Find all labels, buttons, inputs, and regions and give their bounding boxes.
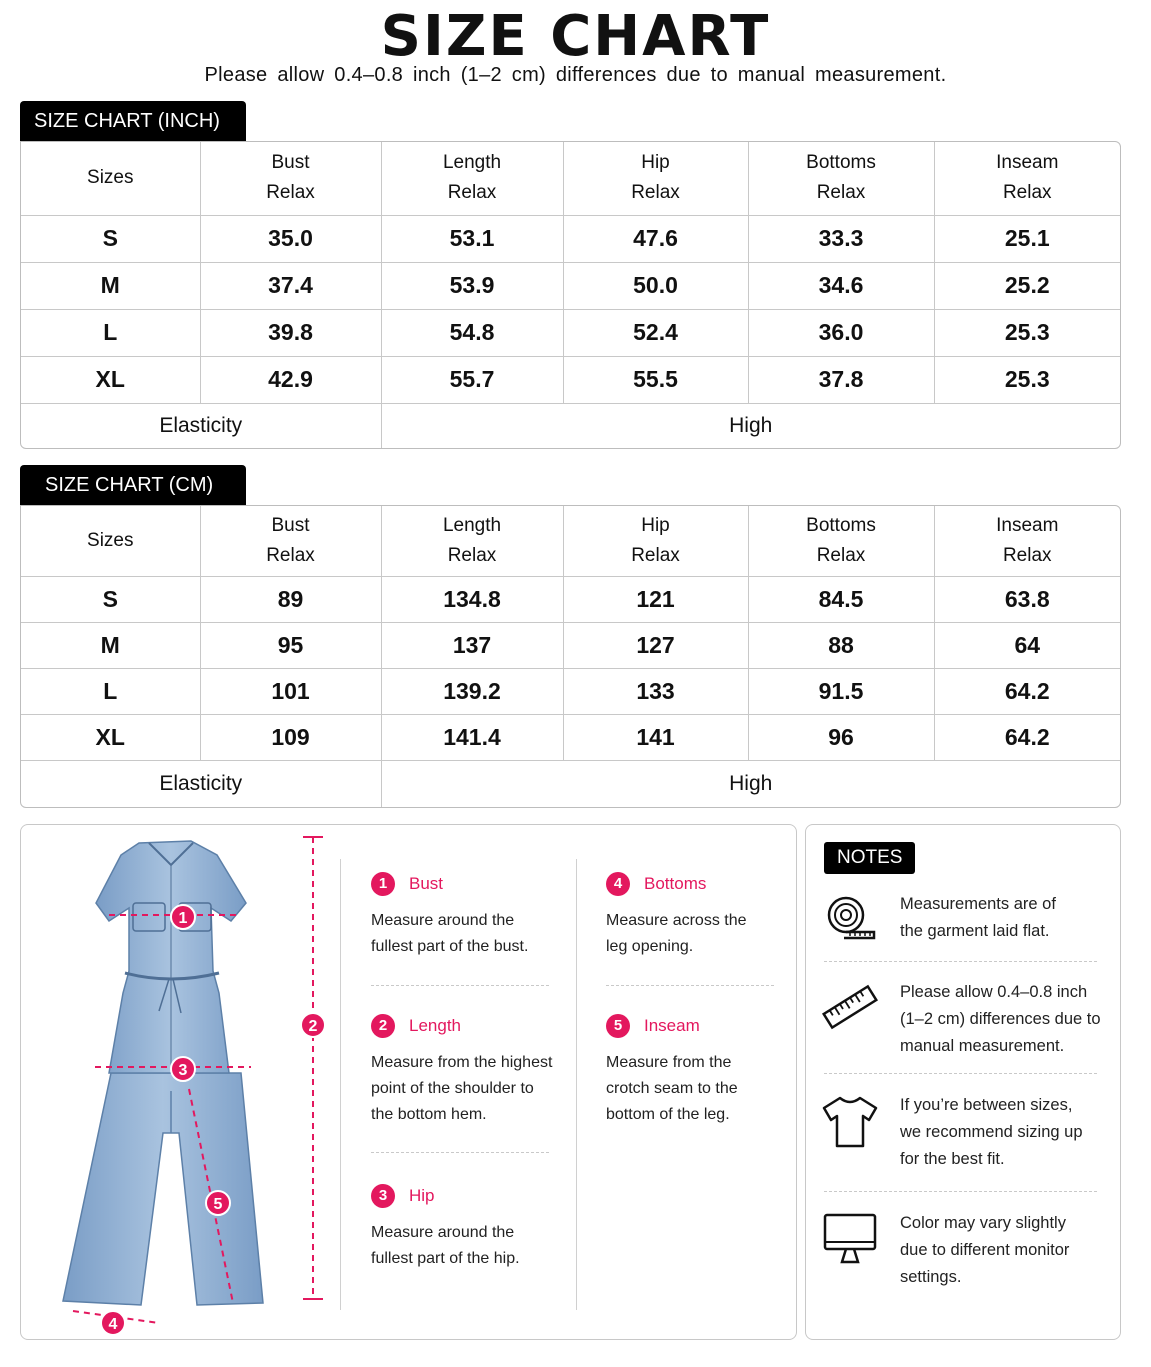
ruler-icon (822, 979, 878, 1035)
value-cell: 37.8 (748, 356, 934, 403)
elasticity-value: High (729, 413, 773, 437)
value-cell: 35.0 (200, 215, 381, 262)
value-cell: 33.3 (748, 215, 934, 262)
value-cell: 141.4 (381, 714, 563, 760)
column-header-length: Length Relax (381, 142, 563, 215)
column-header-bottoms: Bottoms Relax (748, 506, 934, 576)
measurement-name: Length (409, 1016, 461, 1035)
measurement-description: Measure across the leg opening. (606, 912, 747, 955)
value-cell: 137 (381, 622, 563, 668)
size-chart-cm-tag: SIZE CHART (CM) (20, 465, 246, 505)
table-row (21, 576, 1120, 622)
value-cell: 34.6 (748, 262, 934, 309)
column-header-bust: Bust Relax (200, 142, 381, 215)
column-header-inseam: Inseam Relax (934, 142, 1120, 215)
table-row (21, 262, 1120, 309)
jumpsuit-legs (63, 1073, 263, 1305)
measurement-description: Measure around the fullest part of the bust. (371, 912, 529, 955)
value-cell: 25.2 (934, 262, 1120, 309)
value-cell: 64 (934, 622, 1120, 668)
size-chart-inch-tag: SIZE CHART (INCH) (20, 101, 246, 141)
measurement-bust (371, 872, 581, 960)
table-row (21, 668, 1120, 714)
number-badge: 2 (371, 1014, 395, 1038)
note-text: If you’re between sizes, we recommend sizing up for the best fit. (900, 1096, 1083, 1168)
value-cell: 47.6 (563, 215, 748, 262)
value-cell: 55.5 (563, 356, 748, 403)
elasticity-row (21, 403, 1120, 448)
size-chart-cm-table (20, 505, 1121, 808)
value-cell: 64.2 (934, 668, 1120, 714)
column-header-bottoms: Bottoms Relax (748, 142, 934, 215)
elasticity-row (21, 760, 1120, 807)
elasticity-label: Elasticity (21, 403, 381, 448)
value-cell: 54.8 (381, 309, 563, 356)
table-row (21, 714, 1120, 760)
number-badge: 4 (606, 872, 630, 896)
value-cell: 53.1 (381, 215, 563, 262)
svg-text:4: 4 (108, 1316, 118, 1333)
value-cell: 139.2 (381, 668, 563, 714)
value-cell: 25.3 (934, 309, 1120, 356)
table-row (21, 356, 1120, 403)
size-cell: L (21, 668, 200, 714)
value-cell: 55.7 (381, 356, 563, 403)
value-cell: 121 (563, 576, 748, 622)
marker-4 (101, 1311, 125, 1335)
value-cell: 50.0 (563, 262, 748, 309)
measurement-hip (371, 1184, 581, 1272)
measuring-tape-icon (822, 891, 878, 947)
notes-tag: NOTES (824, 842, 915, 874)
size-cell: XL (21, 356, 200, 403)
value-cell: 88 (748, 622, 934, 668)
value-cell: 64.2 (934, 714, 1120, 760)
value-cell: 39.8 (200, 309, 381, 356)
value-cell: 89 (200, 576, 381, 622)
column-header-bust: Bust Relax (200, 506, 381, 576)
size-cell: M (21, 622, 200, 668)
measurement-inseam (606, 1014, 796, 1128)
value-cell: 53.9 (381, 262, 563, 309)
value-cell: 127 (563, 622, 748, 668)
value-cell: 101 (200, 668, 381, 714)
value-cell: 37.4 (200, 262, 381, 309)
size-cell: S (21, 576, 200, 622)
marker-3 (171, 1057, 195, 1081)
measurement-length (371, 1014, 581, 1128)
table-row (21, 309, 1120, 356)
marker-5 (206, 1191, 230, 1215)
number-badge: 3 (371, 1184, 395, 1208)
measurement-guide-panel (20, 824, 797, 1340)
column-header-inseam: Inseam Relax (934, 506, 1120, 576)
value-cell: 52.4 (563, 309, 748, 356)
column-header-hip: Hip Relax (563, 142, 748, 215)
svg-text:1: 1 (178, 910, 188, 927)
measurement-name: Bust (409, 874, 444, 893)
measurement-description: Measure around the fullest part of the hip. (371, 1224, 520, 1267)
tshirt-icon (822, 1092, 878, 1148)
value-cell: 25.3 (934, 356, 1120, 403)
svg-text:5: 5 (213, 1196, 223, 1213)
marker-2 (301, 1013, 325, 1037)
sizes-header: Sizes (21, 506, 200, 576)
size-cell: S (21, 215, 200, 262)
page-subtitle: Please allow 0.4–0.8 inch (1–2 cm) differences due to manual measurement. (204, 64, 947, 86)
value-cell: 25.1 (934, 215, 1120, 262)
size-cell: M (21, 262, 200, 309)
monitor-icon (822, 1210, 878, 1266)
elasticity-value: High (729, 771, 773, 795)
size-chart-inch-table (20, 141, 1121, 449)
number-badge: 1 (371, 872, 395, 896)
value-cell: 96 (748, 714, 934, 760)
measurement-bottoms (606, 872, 796, 960)
page-title: SIZE CHART (380, 4, 771, 69)
elasticity-label: Elasticity (21, 760, 381, 807)
measurement-name: Inseam (644, 1016, 700, 1035)
value-cell: 141 (563, 714, 748, 760)
measurement-name: Bottoms (644, 874, 707, 893)
value-cell: 91.5 (748, 668, 934, 714)
sizes-header: Sizes (21, 142, 200, 215)
notes-panel (805, 824, 1121, 1340)
value-cell: 63.8 (934, 576, 1120, 622)
value-cell: 84.5 (748, 576, 934, 622)
table-row (21, 215, 1120, 262)
marker-1 (171, 905, 195, 929)
value-cell: 134.8 (381, 576, 563, 622)
measurement-description: Measure from the highest point of the shoulder to the bottom hem. (371, 1054, 553, 1123)
column-header-hip: Hip Relax (563, 506, 748, 576)
note-text: Please allow 0.4–0.8 inch (1–2 cm) differences due to manual measurement. (900, 983, 1101, 1055)
note-text: Color may vary slightly due to different monitor settings. (900, 1214, 1070, 1286)
table-row (21, 622, 1120, 668)
value-cell: 95 (200, 622, 381, 668)
value-cell: 42.9 (200, 356, 381, 403)
svg-text:2: 2 (308, 1018, 318, 1035)
measurement-name: Hip (409, 1186, 435, 1205)
value-cell: 133 (563, 668, 748, 714)
size-cell: L (21, 309, 200, 356)
svg-text:3: 3 (178, 1062, 188, 1079)
measurement-description: Measure from the crotch seam to the bottom of the leg. (606, 1054, 738, 1123)
column-header-length: Length Relax (381, 506, 563, 576)
jumpsuit-diagram (41, 833, 341, 1338)
size-cell: XL (21, 714, 200, 760)
number-badge: 5 (606, 1014, 630, 1038)
value-cell: 109 (200, 714, 381, 760)
value-cell: 36.0 (748, 309, 934, 356)
note-text: Measurements are of the garment laid flat. (900, 895, 1056, 940)
